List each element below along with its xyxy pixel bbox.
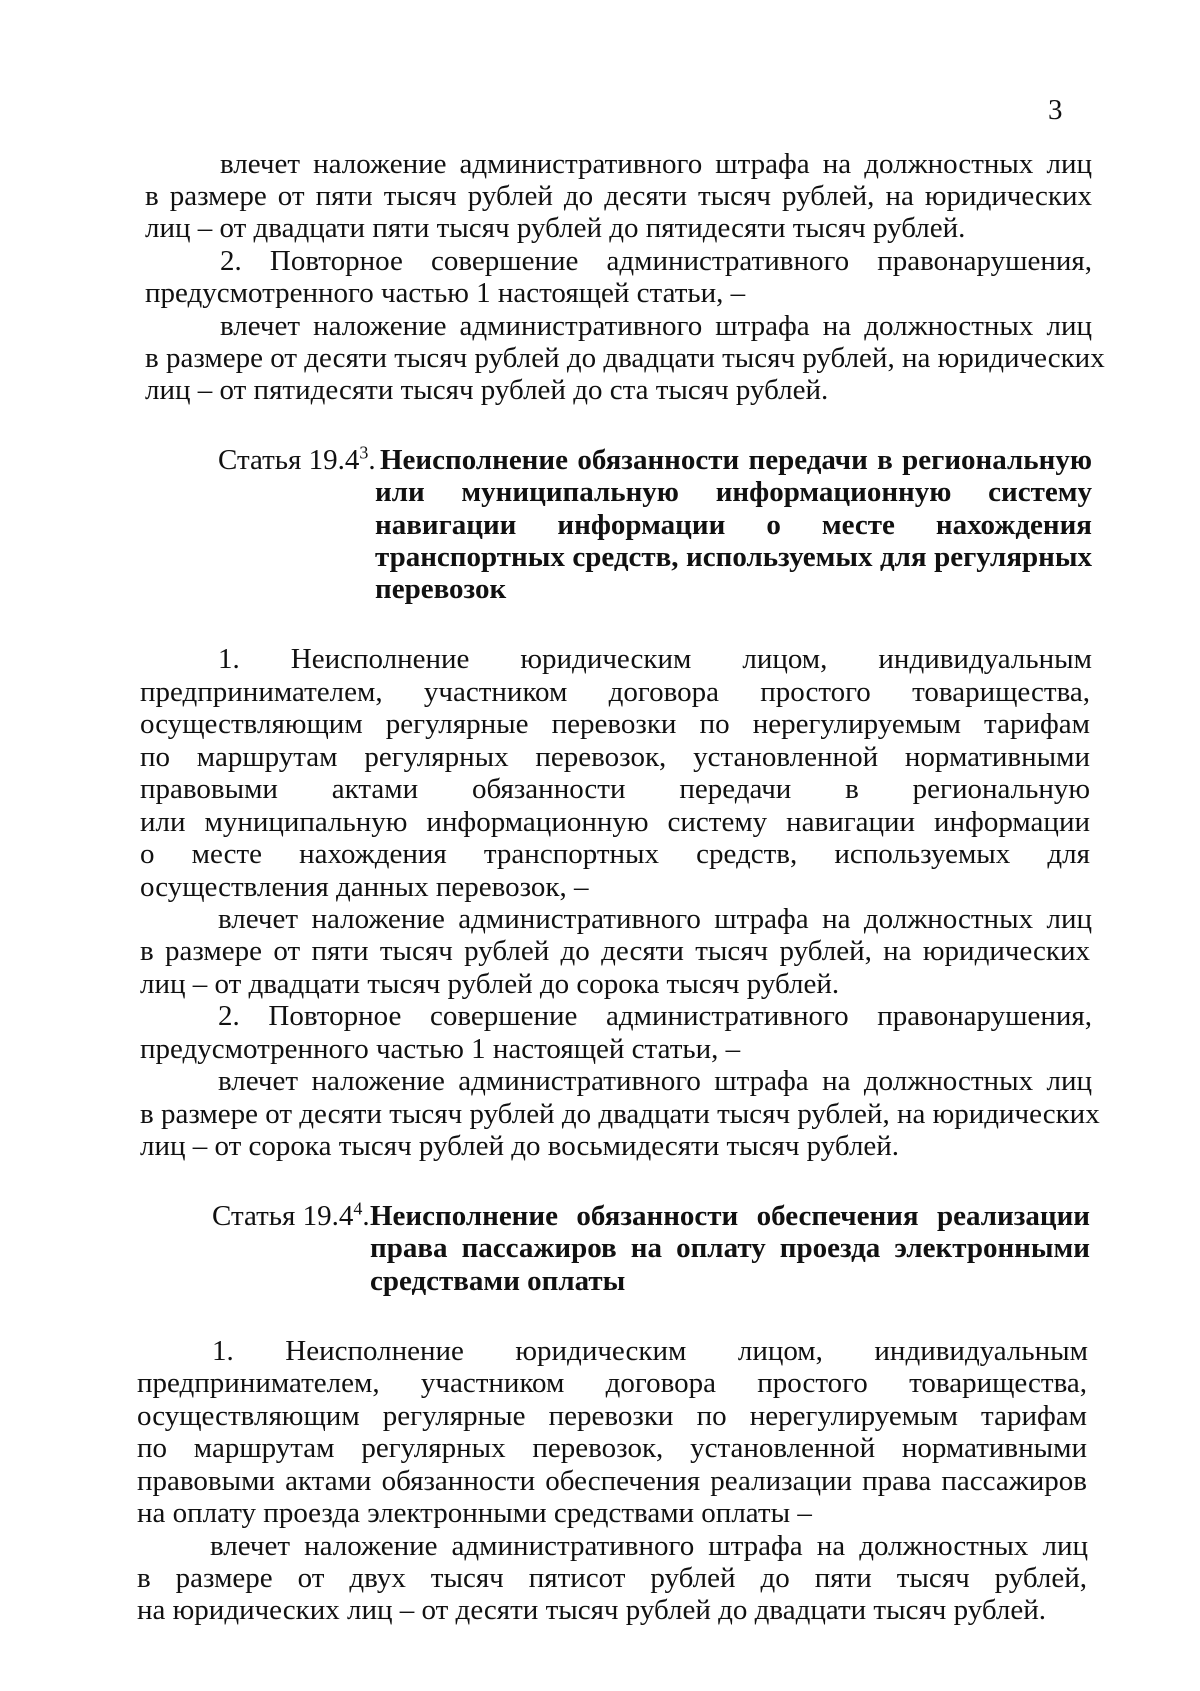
text-line: по маршрутам регулярных перевозок, установленной нормативными bbox=[140, 741, 1090, 773]
text-line: осуществления данных перевозок, – bbox=[140, 871, 589, 903]
article-title-line: перевозок bbox=[375, 573, 507, 605]
text-line: в размере от двух тысяч пятисот рублей до пяти тысяч рублей, bbox=[137, 1562, 1087, 1594]
text-line: лиц – от пятидесяти тысяч рублей до ста тысяч рублей. bbox=[145, 374, 829, 406]
text-line: по маршрутам регулярных перевозок, установленной нормативными bbox=[137, 1432, 1087, 1464]
text-line: на юридических лиц – от десяти тысяч рублей до двадцати тысяч рублей. bbox=[137, 1594, 1047, 1626]
text-line: в размере от пяти тысяч рублей до десяти тысяч рублей, на юридических bbox=[140, 935, 1090, 967]
text-line: или муниципальную информационную систему навигации информации bbox=[140, 806, 1090, 838]
text-line: лиц – от двадцати пяти тысяч рублей до пятидесяти тысяч рублей. bbox=[145, 212, 966, 244]
article-title-line: Неисполнение обязанности передачи в региональную bbox=[380, 444, 1092, 476]
text-line: предусмотренного частью 1 настоящей статьи, – bbox=[140, 1033, 741, 1065]
text-line: лиц – от сорока тысяч рублей до восьмидесяти тысяч рублей. bbox=[140, 1130, 900, 1162]
text-line: влечет наложение административного штрафа на должностных лиц bbox=[210, 1530, 1088, 1562]
text-line: правовыми актами обязанности обеспечения реализации права пассажиров bbox=[137, 1465, 1087, 1497]
page-number: 3 bbox=[1048, 94, 1063, 126]
article-title-line: навигации информации о месте нахождения bbox=[375, 509, 1092, 541]
article-title-line: Неисполнение обязанности обеспечения реализации bbox=[370, 1200, 1090, 1232]
text-line: осуществляющим регулярные перевозки по нерегулируемым тарифам bbox=[140, 708, 1090, 740]
text-line: предусмотренного частью 1 настоящей статьи, – bbox=[145, 277, 746, 309]
text-line: влечет наложение административного штрафа на должностных лиц bbox=[218, 903, 1092, 935]
text-line: влечет наложение административного штрафа на должностных лиц bbox=[218, 1065, 1092, 1097]
text-line: лиц – от двадцати тысяч рублей до сорока тысяч рублей. bbox=[140, 968, 840, 1000]
text-line: правовыми актами обязанности передачи в региональную bbox=[140, 773, 1090, 805]
article-title-line: права пассажиров на оплату проезда электронными bbox=[370, 1232, 1090, 1264]
text-line: предпринимателем, участником договора простого товарищества, bbox=[140, 676, 1090, 708]
text-line: 2. Повторное совершение административного правонарушения, bbox=[220, 245, 1092, 277]
text-line: 1. Неисполнение юридическим лицом, индивидуальным bbox=[212, 1335, 1088, 1367]
text-line: о месте нахождения транспортных средств, используемых для bbox=[140, 838, 1090, 870]
article-number: Статья 19.4$^3$. bbox=[218, 442, 376, 476]
text-line: влечет наложение административного штрафа на должностных лиц bbox=[220, 310, 1092, 342]
article-title-line: или муниципальную информационную систему bbox=[375, 476, 1092, 508]
text-line: на оплату проезда электронными средствами оплаты – bbox=[137, 1497, 812, 1529]
text-line: 1. Неисполнение юридическим лицом, индивидуальным bbox=[218, 643, 1092, 675]
article-title-line: транспортных средств, используемых для регулярных bbox=[375, 541, 1092, 573]
text-line: в размере от десяти тысяч рублей до двадцати тысяч рублей, на юридических bbox=[145, 342, 1105, 374]
text-line: влечет наложение административного штрафа на должностных лиц bbox=[220, 148, 1092, 180]
text-line: 2. Повторное совершение административного правонарушения, bbox=[218, 1000, 1092, 1032]
text-line: предпринимателем, участником договора простого товарищества, bbox=[137, 1367, 1087, 1399]
text-line: в размере от пяти тысяч рублей до десяти тысяч рублей, на юридических bbox=[145, 180, 1092, 212]
article-title-line: средствами оплаты bbox=[370, 1265, 626, 1297]
text-line: в размере от десяти тысяч рублей до двадцати тысяч рублей, на юридических bbox=[140, 1098, 1100, 1130]
article-number: Статья 19.4$^4$. bbox=[212, 1198, 370, 1232]
text-line: осуществляющим регулярные перевозки по нерегулируемым тарифам bbox=[137, 1400, 1087, 1432]
